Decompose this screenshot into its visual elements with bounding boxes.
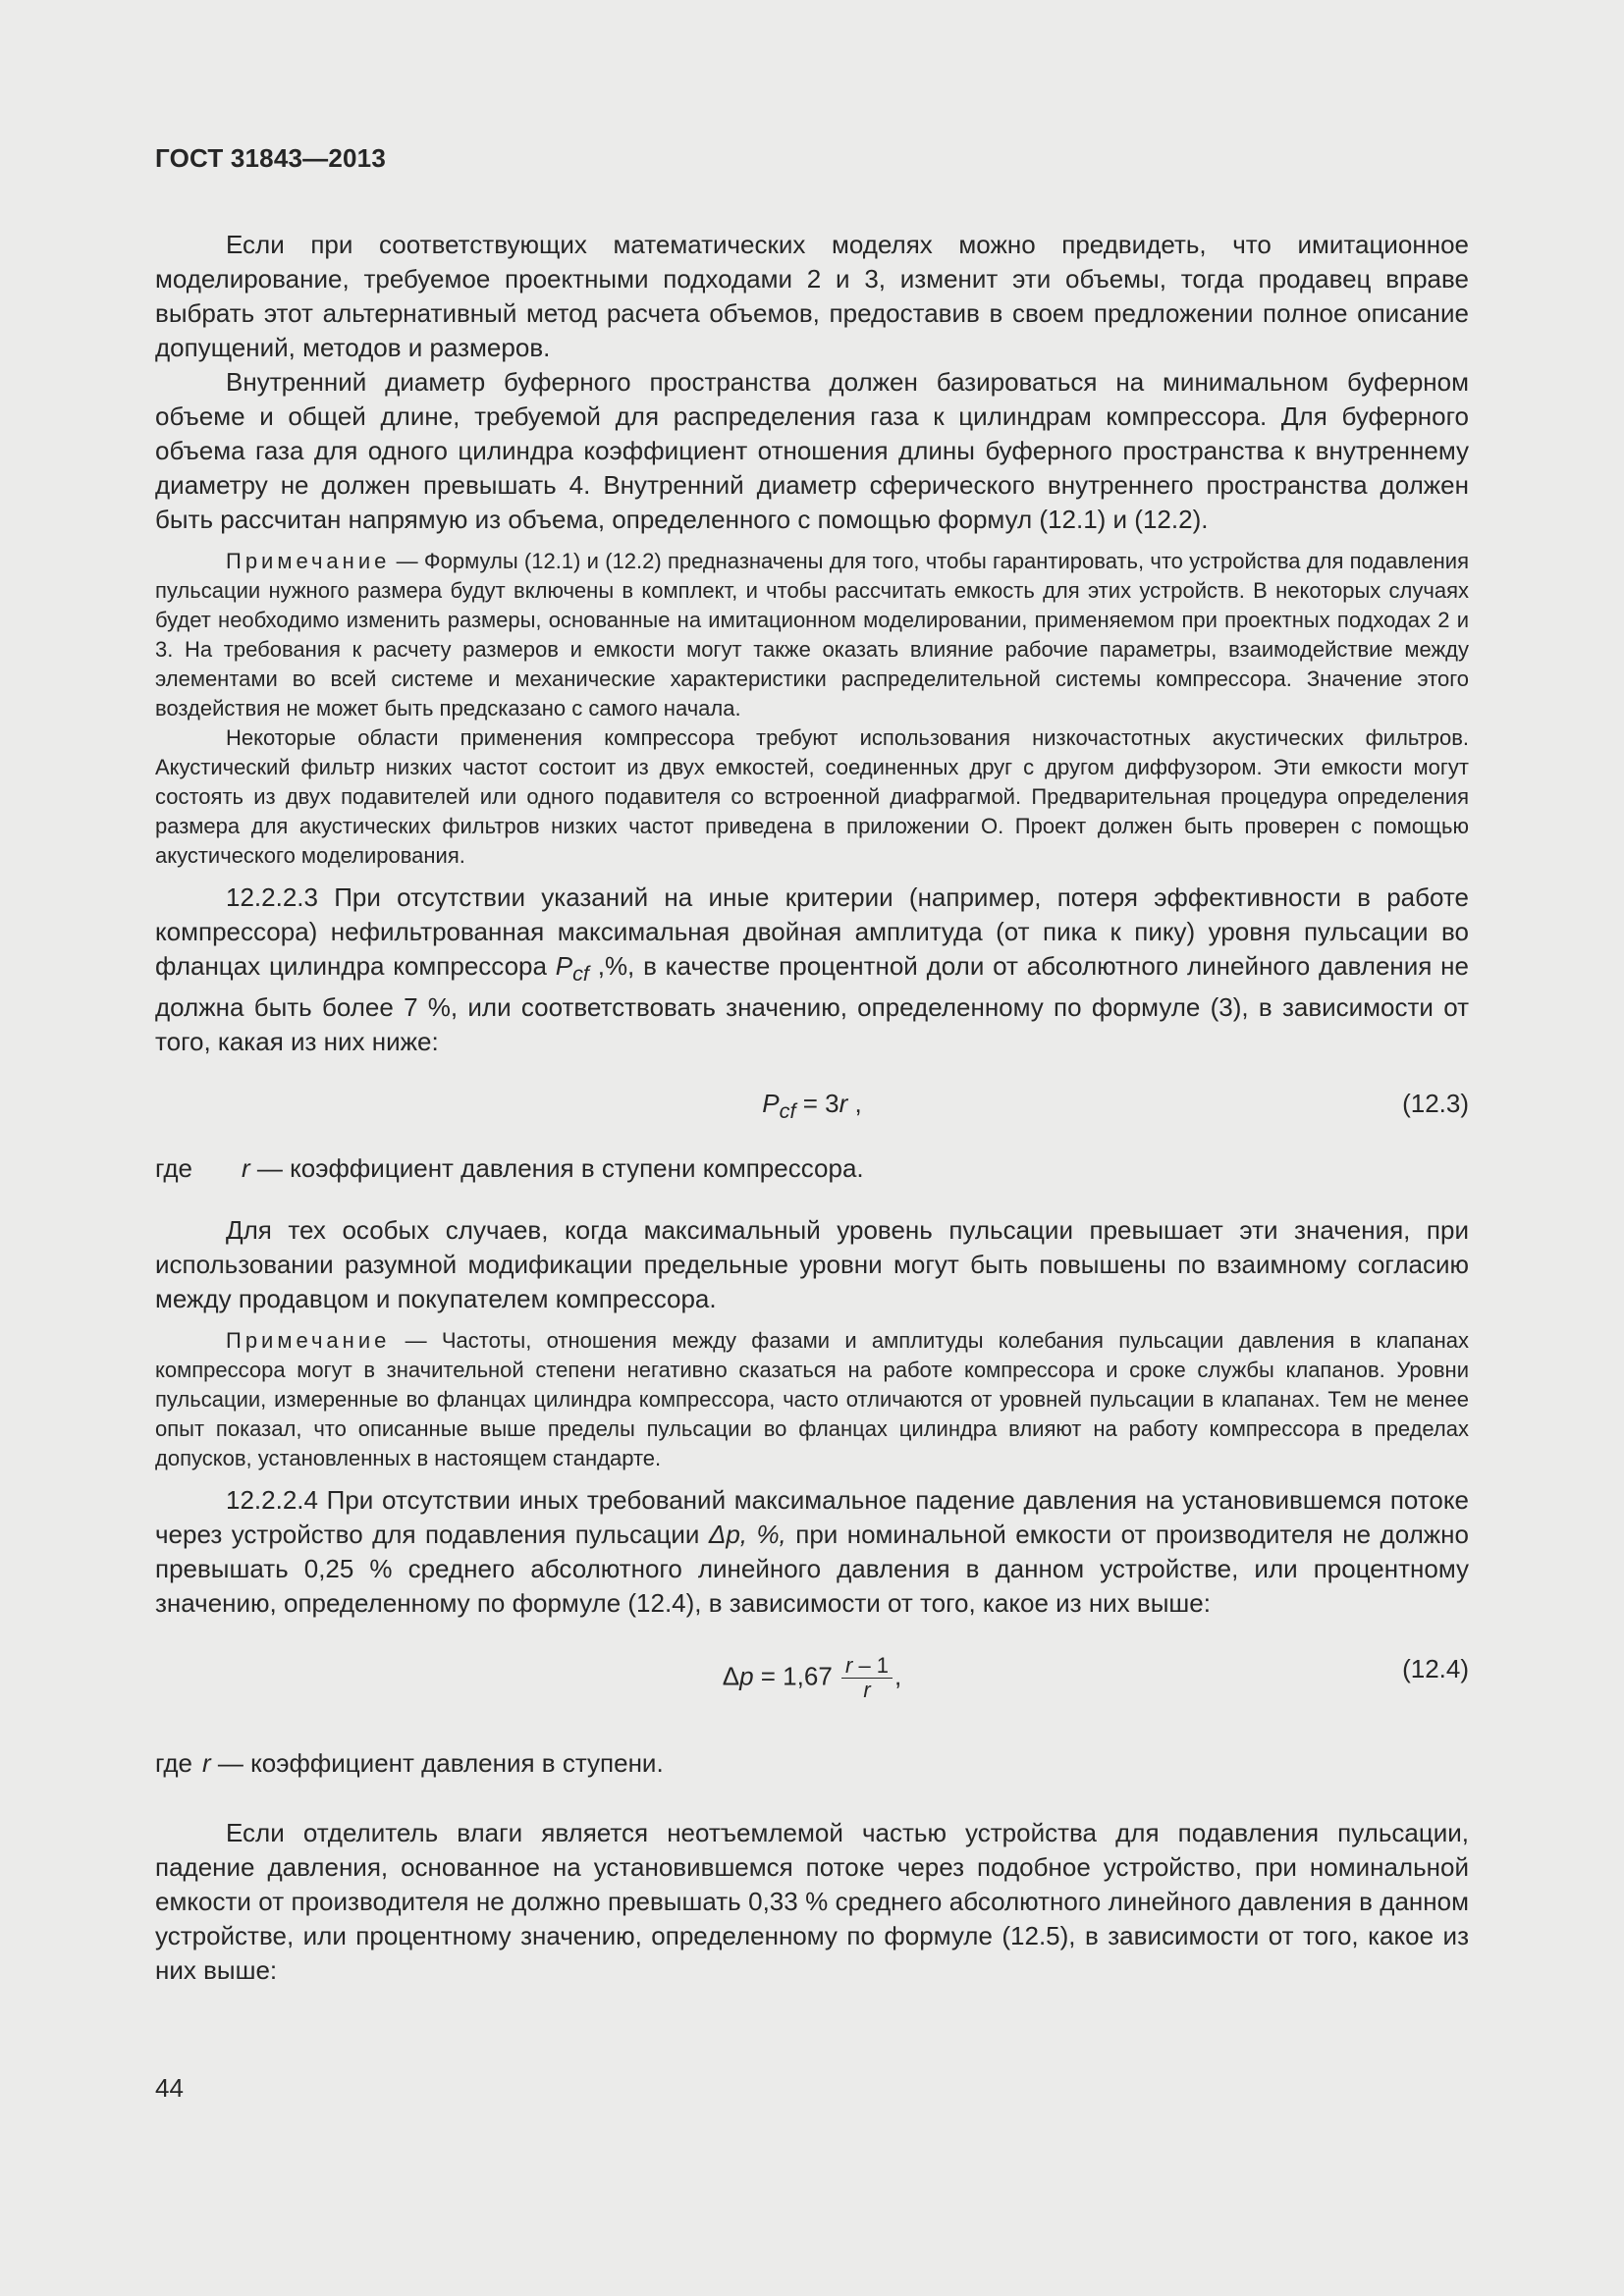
- note-text: — Частоты, отношения между фазами и амплитуды колебания пульсации давления в клапанах компрессора могут в значительной степени негативно сказаться на работе компрессора и сроке службы клапанов. Уровни пульсации, измеренные во фланцах цилиндра компрессора, часто отличаются от уровней пульсации в клапанах. Тем не менее опыт показал, что описанные выше пределы пульсации во фланцах цилиндра влияют на работу компрессора в пределах допусков, установленных в настоящем стандарте.: [155, 1328, 1469, 1471]
- clause-12-2-2-4: 12.2.2.4 При отсутствии иных требований максимальное падение давления на установившемся потоке через устройство для подавления пульсации Δp, %, при номинальной емкости от производителя не должно превышать 0,25 % среднего абсолютного линейного давления в данном устройстве, или процентному значению, определенному по формуле (12.4), в зависимости от того, какое из них выше:: [155, 1485, 1469, 1619]
- symbol-delta-p: Δp, %,: [708, 1520, 786, 1550]
- formula-number: (12.4): [1402, 1654, 1469, 1684]
- paragraph: Для тех особых случаев, когда максимальный уровень пульсации превышает эти значения, при использовании разумной модификации предельные уровни могут быть повышены по взаимному согласию между продавцом и покупателем компрессора.: [155, 1215, 1469, 1314]
- where-clause: где r — коэффициент давления в ступени компрессора.: [155, 1153, 864, 1184]
- formula-number: (12.3): [1402, 1089, 1469, 1119]
- fraction: $\frac{r - 1}{r}$: [841, 1654, 893, 1702]
- symbol-pcf: P: [555, 951, 573, 981]
- note-text: — Формулы (12.1) и (12.2) предназначены для того, чтобы гарантировать, что устройства для подавления пульсации нужного размера будут включены в комплект, и чтобы рассчитать емкость для этих устройств. В некоторых случаях будет необходимо изменить размеры, основанные на имитационном моделировании, применяемом при проектных подходах 2 и 3. На требования к расчету размеров и емкости могут также оказать влияние рабочие параметры, взаимодействие между элементами во всей системе и механические характеристики распределительной системы компрессора. Значение этого воздействия не может быть предсказано с самого начала.: [155, 549, 1469, 721]
- note: [155, 547, 1469, 723]
- page-content: [155, 145, 1469, 1988]
- where-clause: где r — коэффициент давления в ступени.: [155, 1748, 664, 1779]
- paragraph: Если при соответствующих математических моделях можно предвидеть, что имитационное моделирование, требуемое проектными подходами 2 и 3, изменит эти объемы, тогда продавец вправе выбрать этот альтернативный метод расчета объемов, предоставив в своем предложении полное описание допущений, методов и размеров.: [155, 230, 1469, 362]
- note-continuation: Некоторые области применения компрессора требуют использования низкочастотных акустических фильтров. Акустический фильтр низких частот состоит из двух емкостей, соединенных друг с другом диффузором. Эти емкости могут состоять из двух подавителей или одного подавителя со встроенной диафрагмой. Предварительная процедура определения размера для акустических фильтров низких частот приведена в приложении О. Проект должен быть проверен с помощью акустического моделирования.: [155, 725, 1469, 868]
- note-label: Примечание: [226, 549, 391, 573]
- note-label: Примечание: [226, 1328, 391, 1354]
- page-number: 44: [155, 2073, 184, 2103]
- clause-12-2-2-3: 12.2.2.3 При отсутствии указаний на иные критерии (например, потеря эффективности в работе компрессора) нефильтрованная максимальная двойная амплитуда (от пика к пику) уровня пульсации во фланцах цилиндра компрессора $P_{cf}$ ,%, в качестве процентной доли от абсолютного линейного давления не должна быть более 7 %, или соответствовать значению, определенному по формуле (3), в зависимости от того, какая из них ниже:: [155, 882, 1469, 1057]
- paragraph: Если отделитель влаги является неотъемлемой частью устройства для подавления пульсации, падение давления, основанное на установившемся потоке через подобное устройство, при номинальной емкости от производителя не должно превышать 0,33 % среднего абсолютного линейного давления в данном устройстве, или процентному значению, определенному по формуле (12.5), в зависимости от того, какое из них выше:: [155, 1818, 1469, 1986]
- paragraph: Внутренний диаметр буферного пространства должен базироваться на минимальном буферном объеме и общей длине, требуемой для распределения газа к цилиндрам компрессора. Для буферного объема газа для одного цилиндра коэффициент отношения длины буферного пространства к внутреннему диаметру не должен превышать 4. Внутренний диаметр сферического внутреннего пространства должен быть рассчитан напрямую из объема, определенного с помощью формул (12.1) и (12.2).: [155, 367, 1469, 534]
- standard-header: ГОСТ 31843—2013: [155, 143, 386, 173]
- formula-12-3: [155, 1089, 1469, 1134]
- formula-expression: Δp = 1,67 $\frac{r - 1}{r}$ ,: [722, 1653, 902, 1703]
- note: [155, 1326, 1469, 1473]
- formula-12-4: [155, 1654, 1469, 1715]
- formula-expression: $P_{cf} = 3r$ ,: [762, 1089, 862, 1124]
